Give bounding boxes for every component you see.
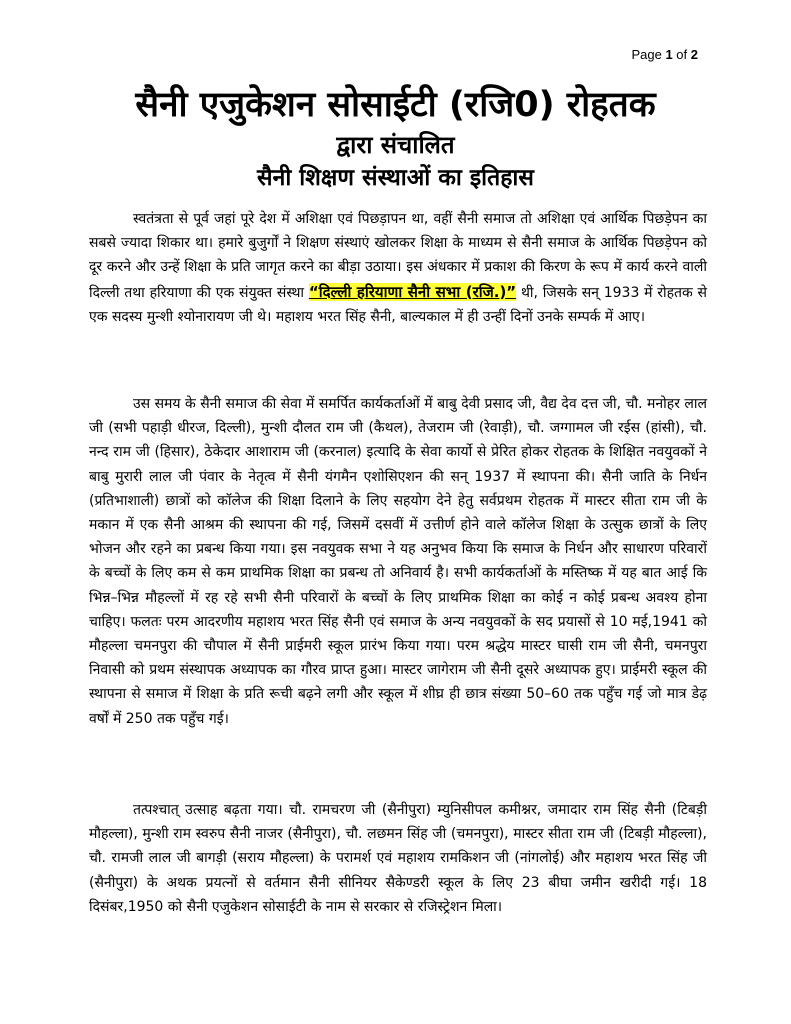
document-heading: सैनी शिक्षण संस्थाओं का इतिहास [257,165,534,191]
paragraph-3: तत्पश्चात् उत्साह बढ़ता गया। चौ. रामचरण जी (सैनीपुरा) म्युनिसीपल कमीश्नर, जमादार राम सिंह सैनी (टिबड़ी मौहल्ला), मुन्शी राम स्वरुप सैनी नाजर (सैनीपुरा), चौ. लछमन सिंह जी (चमनपुरा), मास्टर सीता राम जी (टिबड़ी मौहल्ला), चौ. रामजी लाल जी बागड़ी (सराय मौहल्ला) के परामर्श एवं महाशय रामकिशन जी (नांगलोई) और महाशय भरत सिंह जी (सैनीपुरा) के अथक प्रयत्नों से वर्तमान सैनी सीनियर सैकेण्डरी स्कूल के लिए 23 बीघा जमीन खरीदी गई। 18 दिसंबर,1950 को सैनी एजुकेशन सोसाईटी के नाम से सरकार से रजिस्ट्रेशन मिला। [89,802,707,915]
document-title: सैनी एजुकेशन सोसाईटी (रजि0) रोहतक [135,85,656,125]
document-subtitle: द्वारा संचालित [336,131,455,159]
paragraph-2: उस समय के सैनी समाज की सेवा में समर्पित कार्यकर्ताओं में बाबु देवी प्रसाद जी, वैद्य देव दत्त जी, चौ. मनोहर लाल जी (सभी पहाड़ी धीरज, दिल्ली), मुन्शी दौलत राम जी (कैथल), तेजराम जी (रेवाड़ी), चौ. जग्गामल जी रईस (हांसी), चौ. नन्द राम जी (हिसार), ठेकेदार आशाराम जी (करनाल) इत्यादि के सेवा कार्यो से प्रेरित होकर रोहतक के शिक्षित नवयुवकों ने बाबु मुरारी लाल जी पंवार के नेतृत्व में सैनी यंगमैन एशोसिएशन की सन् 1937 में स्थापना की। सैनी जाति के निर्धन (प्रतिभाशाली) छात्रों को कॉलेज की शिक्षा दिलाने के लिए सहयोग देने हेतु सर्वप्रथम रोहतक में मास्टर सीता राम जी के मकान में एक सैनी आश्रम की स्थापना की गई, जिसमें दसवीं में उत्तीर्ण होने वाले कॉलेज शिक्षा के उत्सुक छात्रों के लिए भोजन और रहने का प्रबन्ध किया गया। इस नवयुवक सभा ने यह अनुभव किया कि समाज के निर्धन और साधारण परिवारों के बच्चों के लिए कम से कम प्राथमिक शिक्षा का प्रबन्ध तो अनिवार्य है। सभी कार्यकर्ताओं के मस्तिष्क में यह बात आई कि भिन्न–भिन्न मौहल्लों में रह रहे सभी सैनी परिवारों के बच्चों के लिए प्राथमिक शिक्षा का कोई न कोई प्रबन्ध अवश्य होना चाहिए। फलतः परम आदरणीय महाशय भरत सिंह सैनी एवं समाज के अन्य नवयुवकों के सद प्रयासों से 10 मई,1941 को मौहल्ला चमनपुरा की चौपाल में सैनी प्राईमरी स्कूल प्रारंभ किया गया। परम श्रद्धेय मास्टर घासी राम जी सैनी, चमनपुरा निवासी को प्रथम संस्थापक अध्यापक का गौरव प्राप्त हुआ। मास्टर जागेराम जी सैनी दूसरे अध्यापक हुए। प्राईमरी स्कूल की स्थापना से समाज में शिक्षा के प्रति रूची बढ़ने लगी और स्कूल में शीघ्र ही छात्र संख्या 50–60 तक पहुँच गई जो मात्र डेढ़ वर्षों में 250 तक पहुँच गई। [89,396,707,727]
paragraph-1: स्वतंत्रता से पूर्व जहां पूरे देश में अशिक्षा एवं पिछड़ापन था, वहीं सैनी समाज तो अशिक्षा एवं आर्थिक पिछड़ेपन का सबसे ज्यादा शिकार था। हमारे बुजुर्गों ने शिक्षण संस्थाएं खोलकर शिक्षा के माध्यम से सैनी समाज के आर्थिक पिछड़ेपन को दूर करने और उन्हें शिक्षा के प्रति जागृत करने का बीड़ा उठाया। इस अंधकार में प्रकाश की किरण के रूप में कार्य करने वाली दिल्ली तथा हरियाणा की एक संयुक्त संस्था “दिल्ली हरियाणा सैनी सभा (रजि.)” थी, जिसके सन् 1933 में रोहतक से एक सदस्य मुन्शी श्योनारायण जी थे। महाशय भरत सिंह सैनी, बाल्यकाल में ही उन्हीं दिनों उनके सम्पर्क में आए। [89,211,708,325]
highlighted-organization-name: “दिल्ली हरियाणा सैनी सभा (रजि.)” [308,282,517,301]
page-number: Page 1 of 2 [631,47,698,62]
